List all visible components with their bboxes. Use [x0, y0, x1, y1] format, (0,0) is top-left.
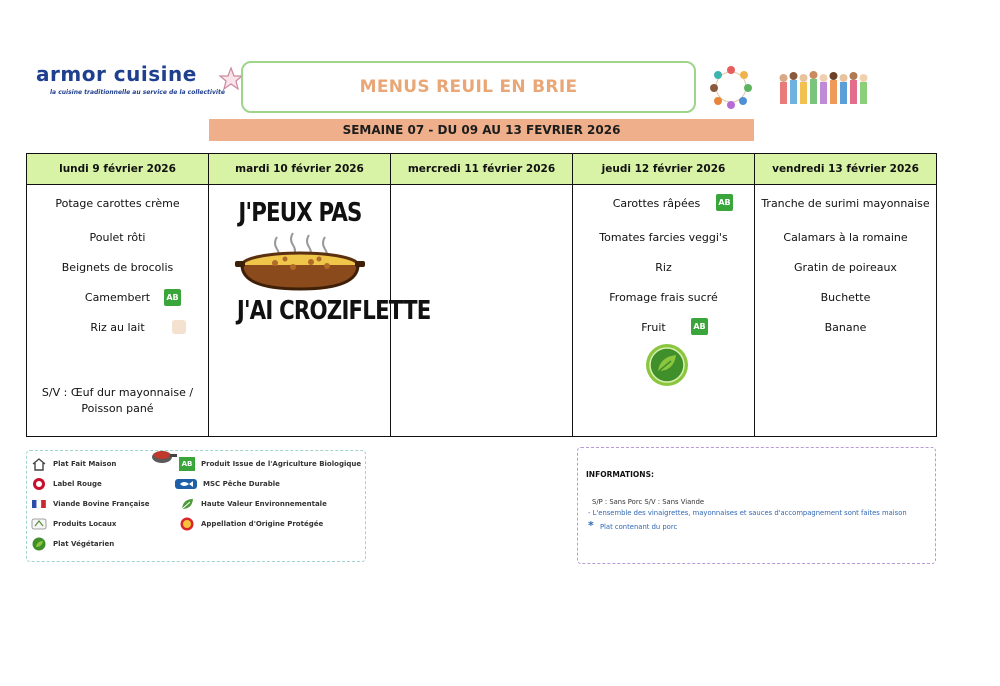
legend-label: Appellation d'Origine Protégée [201, 520, 324, 528]
vegetarian-icon [31, 537, 47, 551]
info-title: INFORMATIONS: [586, 470, 654, 479]
page-title: MENUS REUIL EN BRIE [359, 77, 578, 97]
organic-label-icon: AB [716, 194, 733, 211]
dish-cheese: Fromage frais sucré [609, 291, 718, 304]
week-label: SEMAINE 07 - DU 09 AU 13 FEVRIER 2026 [342, 123, 621, 137]
day-body-thursday [573, 185, 754, 436]
legend-item-msc [175, 477, 280, 491]
homemade-icon [172, 320, 186, 334]
legend-item-homemade [31, 457, 116, 471]
organic-ab-icon: AB [179, 457, 195, 471]
day-header-thursday: jeudi 12 février 2026 [573, 154, 754, 185]
legend-label: Label Rouge [53, 480, 102, 488]
legend-box [26, 450, 366, 562]
day-column-monday [27, 154, 208, 436]
dish-side: Riz [655, 261, 672, 274]
day-body-wednesday [391, 185, 572, 436]
legend-item-vegetarian [31, 537, 114, 551]
day-body-friday [755, 185, 936, 436]
house-icon [31, 457, 47, 471]
dish-dessert: Riz au lait [90, 321, 145, 334]
day-column-friday [754, 154, 936, 436]
day-header-friday: vendredi 13 février 2026 [755, 154, 936, 185]
legend-label: Produits Locaux [53, 520, 117, 528]
aop-seal-icon [179, 517, 195, 531]
kids-circle-illustration [706, 64, 756, 110]
organic-label-icon: AB [691, 318, 708, 335]
day-column-thursday [572, 154, 754, 436]
info-pork-text: Plat contenant du porc [599, 523, 678, 531]
dish-starter: Tranche de surimi mayonnaise [761, 197, 930, 210]
label-rouge-icon [31, 477, 47, 491]
menu-title-box [241, 61, 696, 113]
legend-label: Produit Issue de l'Agriculture Biologique [201, 460, 362, 468]
french-beef-icon [31, 497, 47, 511]
organic-label-icon: AB [164, 289, 181, 306]
hve-leaf-icon [179, 497, 195, 511]
information-box [577, 447, 936, 564]
dish-cheese: Camembert [84, 291, 151, 304]
info-homemade-sauces: - L'ensemble des vinaigrettes, mayonnaises et sauces d'accompagnement sont faites maison [588, 509, 907, 517]
day-body-tuesday [209, 185, 431, 436]
legend-label: Viande Bovine Française [53, 500, 150, 508]
dish-dessert: Banane [824, 321, 867, 334]
local-products-icon [31, 517, 47, 531]
children-group-illustration [778, 68, 874, 108]
day-header-monday: lundi 9 février 2026 [27, 154, 208, 185]
brand-tagline: la cuisine traditionnelle au service de la collectivité [50, 89, 225, 96]
dish-cheese: Buchette [820, 291, 871, 304]
pork-star-icon: * [588, 519, 594, 532]
dish-alternative: S/V : Œuf dur mayonnaise / Poisson pané [41, 386, 194, 415]
legend-item-organic [179, 457, 361, 471]
info-pork-note [588, 519, 677, 532]
brand-name: armor cuisine [36, 62, 197, 86]
legend-item-hve [179, 497, 327, 511]
legend-item-french-beef [31, 497, 150, 511]
day-column-tuesday [208, 154, 431, 436]
vegetarian-dish-icon [645, 343, 689, 387]
legend-label: Haute Valeur Environnementale [201, 500, 327, 508]
legend-item-local [31, 517, 116, 531]
illustration-text-top: J'PEUX PAS [238, 198, 362, 228]
croziflette-illustration [223, 198, 431, 326]
brand-logo [36, 62, 225, 96]
week-banner [209, 119, 754, 141]
legend-item-aop [179, 517, 323, 531]
legend-label: Plat Végétarien [53, 540, 115, 548]
day-body-monday [27, 185, 208, 436]
pan-icon [149, 445, 177, 467]
dish-dessert: Fruit [641, 321, 666, 334]
day-header-tuesday: mardi 10 février 2026 [209, 154, 390, 185]
dish-side: Beignets de brocolis [61, 261, 174, 274]
weekly-menu-table [26, 153, 937, 437]
legend-item-label-rouge [31, 477, 102, 491]
legend-label: Plat Fait Maison [53, 460, 117, 468]
day-column-wednesday [390, 154, 572, 436]
dish-side: Gratin de poireaux [794, 261, 897, 274]
info-abbreviations: S/P : Sans Porc S/V : Sans Viande [592, 498, 705, 506]
gratin-dish-icon [235, 231, 365, 293]
dish-main: Calamars à la romaine [783, 231, 908, 244]
dish-starter: Carottes râpées [612, 197, 701, 210]
dish-main: Poulet rôti [89, 231, 146, 244]
legend-label: MSC Pêche Durable [203, 480, 280, 488]
dish-starter: Potage carottes crème [55, 197, 180, 210]
dish-main: Tomates farcies veggi's [599, 231, 728, 244]
msc-fish-icon [175, 477, 197, 491]
day-header-wednesday: mercredi 11 février 2026 [391, 154, 572, 185]
illustration-text-bottom: J'AI CROZIFLETTE [236, 296, 431, 326]
